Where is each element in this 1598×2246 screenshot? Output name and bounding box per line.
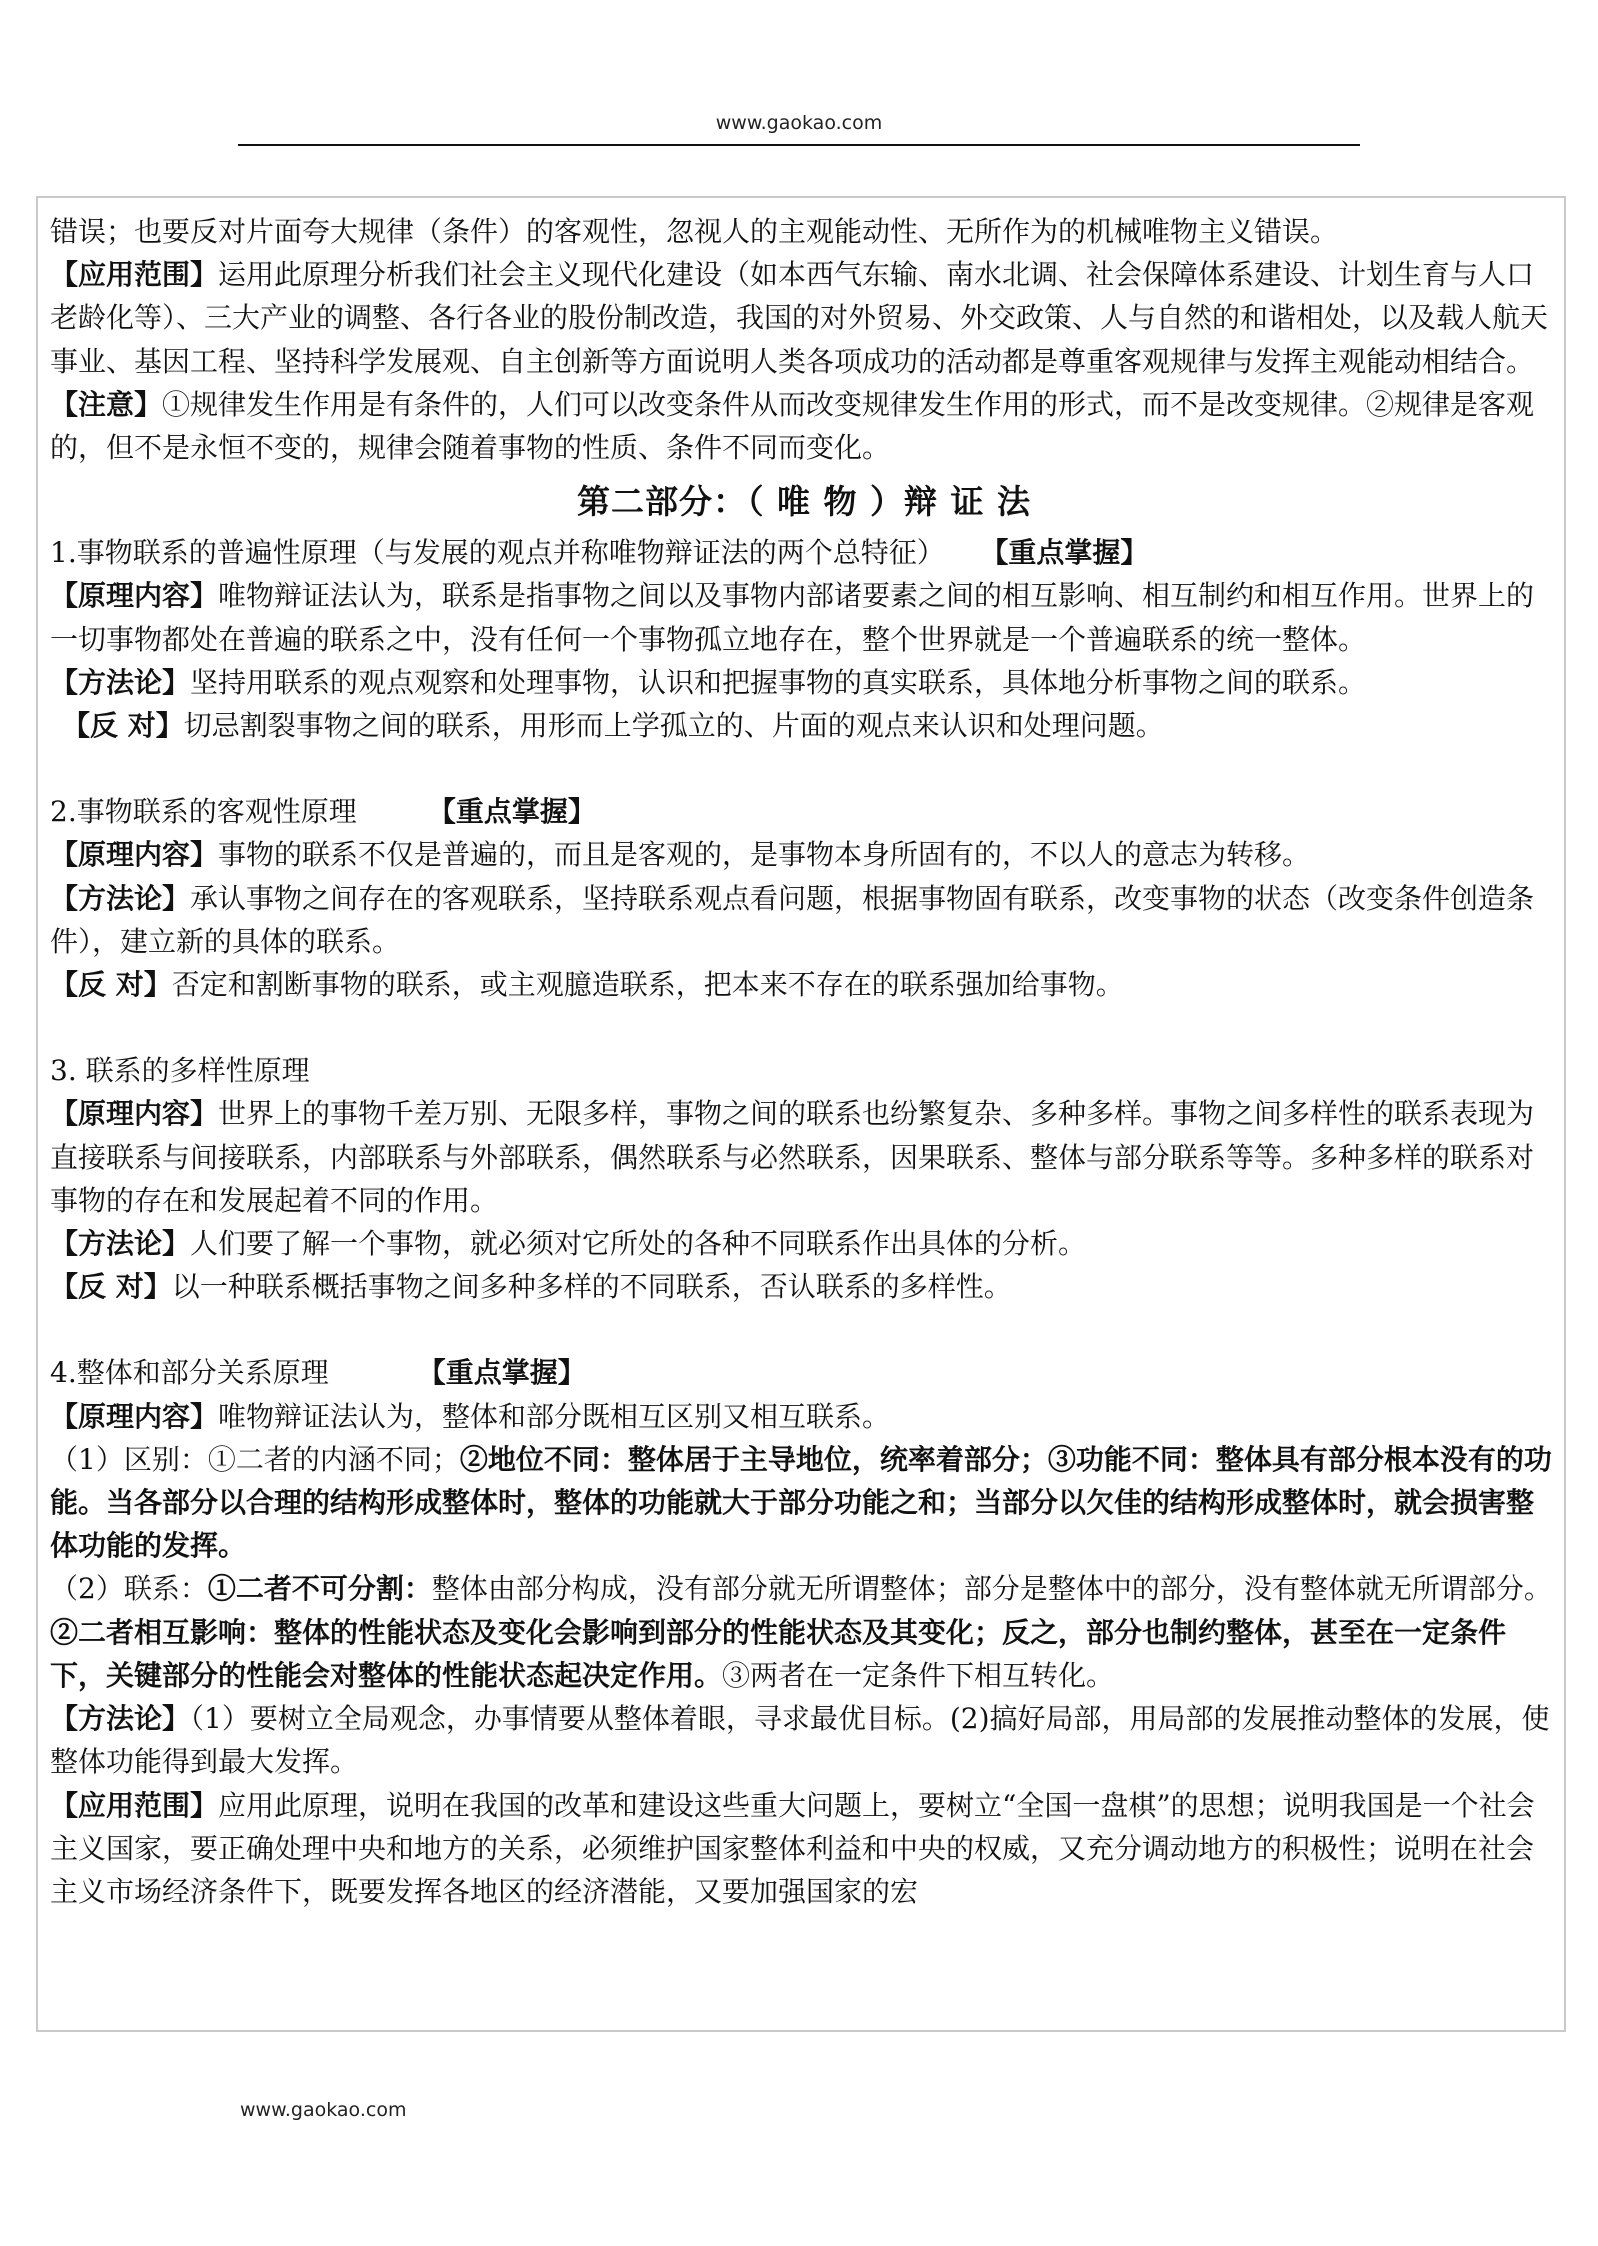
note-text: ①规律发生作用是有条件的，人们可以改变条件从而改变规律发生作用的形式，而不是改变规律。②规律是客观的，但不是永恒不变的，规律会随着事物的性质、条件不同而变化。 xyxy=(50,387,1535,465)
s4-connection xyxy=(50,1567,1558,1697)
principle-label: 【原理内容】 xyxy=(50,579,219,613)
method-label: 【方法论】 xyxy=(50,1227,191,1261)
connection-transform: ③两者在一定条件下相互转化。 xyxy=(722,1658,1115,1692)
footer-url: www.gaokao.com xyxy=(240,2099,407,2121)
method-label: 【方法论】 xyxy=(50,665,191,699)
s1-oppose xyxy=(50,704,1558,747)
apply-text: 应用此原理，说明在我国的改革和建设这些重大问题上，要树立“全国一盘棋”的思想；说明我国是一个社会主义国家，要正确处理中央和地方的关系，必须维护国家整体利益和中央的权威，又充分调动地方的积极性；说明在社会主义市场经济条件下，既要发挥各地区的经济潜能，又要加强国家的宏 xyxy=(50,1788,1535,1908)
spacer xyxy=(50,1308,1558,1351)
apply-label: 【应用范围】 xyxy=(50,1788,219,1822)
s2-oppose xyxy=(50,963,1558,1006)
principle-text: 事物的联系不仅是普遍的，而且是客观的，是事物本身所固有的，不以人的意志为转移。 xyxy=(218,838,1311,872)
oppose-text: 切忌割裂事物之间的联系，用形而上学孤立的、片面的观点来认识和处理问题。 xyxy=(183,709,1164,743)
s2-method xyxy=(50,877,1558,963)
s4-method xyxy=(50,1697,1558,1783)
method-text: （1）要树立全局观念，办事情要从整体着眼，寻求最优目标。(2)搞好局部，用局部的发展推动整体的发展，使整体功能得到最大发挥。 xyxy=(50,1702,1550,1779)
intro-apply-paragraph xyxy=(50,253,1558,383)
s1-heading-text: 1.事物联系的普遍性原理（与发展的观点并称唯物辩证法的两个总特征） xyxy=(50,536,945,570)
s1-principle xyxy=(50,574,1558,660)
oppose-label: 【反 对】 xyxy=(62,709,184,743)
principle-text: 唯物辩证法认为，整体和部分既相互区别又相互联系。 xyxy=(218,1399,891,1433)
principle-text: 唯物辩证法认为，联系是指事物之间以及事物内部诸要素之间的相互影响、相互制约和相互作用。世界上的一切事物都处在普遍的联系之中，没有任何一个事物孤立地存在，整个世界就是一个普遍联系的统一整体。 xyxy=(50,579,1535,656)
connection-lead: （2）联系： xyxy=(50,1572,208,1606)
oppose-text: 以一种联系概括事物之间多种多样的不同联系，否认联系的多样性。 xyxy=(171,1270,1012,1304)
spacer xyxy=(50,747,1558,790)
apply-label: 【应用范围】 xyxy=(50,258,219,292)
principle-label: 【原理内容】 xyxy=(50,838,219,872)
s2-principle xyxy=(50,833,1558,876)
s4-heading-text: 4.整体和部分关系原理 xyxy=(50,1356,329,1390)
s2-key-badge: 【重点掌握】 xyxy=(427,795,596,829)
oppose-text: 否定和割断事物的联系，或主观臆造联系，把本来不存在的联系强加给事物。 xyxy=(171,968,1124,1002)
difference-lead: （1）区别：①二者的内涵不同； xyxy=(50,1442,460,1476)
intro-paragraph xyxy=(50,210,1558,253)
s1-method xyxy=(50,661,1558,704)
intro-line: 错误；也要反对片面夸大规律（条件）的客观性，忽视人的主观能动性、无所作为的机械唯物主义错误。 xyxy=(50,215,1339,248)
s2-heading xyxy=(50,790,1558,833)
connection-influence: ②二者相互影响：整体的性能状态及变化会影响到部分的性能状态及其变化；反之，部分也制约整体，甚至在一定条件下，关键部分的性能会对整体的性能状态起决定作用。 xyxy=(50,1615,1507,1692)
intro-note-paragraph xyxy=(50,383,1558,469)
s1-heading xyxy=(50,531,1558,574)
s3-heading xyxy=(50,1049,1558,1092)
oppose-label: 【反 对】 xyxy=(50,968,172,1002)
s3-heading-text: 3. 联系的多样性原理 xyxy=(50,1054,310,1088)
connection-text: 整体由部分构成，没有部分就无所谓整体；部分是整体中的部分，没有整体就无所谓部分。 xyxy=(431,1572,1552,1606)
section-title: 第二部分：（ 唯 物 ）辩 证 法 xyxy=(577,482,1031,522)
method-text: 坚持用联系的观点观察和处理事物，认识和把握事物的真实联系，具体地分析事物之间的联系。 xyxy=(190,665,1367,699)
method-label: 【方法论】 xyxy=(50,1702,191,1736)
page-content xyxy=(50,210,1558,1913)
method-text: 人们要了解一个事物，就必须对它所处的各种不同联系作出具体的分析。 xyxy=(190,1227,1087,1261)
s3-principle xyxy=(50,1092,1558,1222)
s4-principle xyxy=(50,1395,1558,1438)
s3-method xyxy=(50,1222,1558,1265)
spacer xyxy=(50,1006,1558,1049)
note-label: 【注意】 xyxy=(50,387,163,421)
header-url: www.gaokao.com xyxy=(715,112,883,134)
s1-key-badge: 【重点掌握】 xyxy=(980,536,1149,570)
s4-heading xyxy=(50,1351,1558,1394)
s4-apply xyxy=(50,1784,1558,1914)
method-label: 【方法论】 xyxy=(50,881,191,915)
header-rule xyxy=(238,144,1360,146)
s2-heading-text: 2.事物联系的客观性原理 xyxy=(50,795,357,829)
apply-text: 运用此原理分析我们社会主义现代化建设（如本西气东输、南水北调、社会保障体系建设、计划生育与人口老龄化等）、三大产业的调整、各行各业的股份制改造，我国的对外贸易、外交政策、人与自然的和谐相处，以及载人航天事业、基因工程、坚持科学发展观、自主创新等方面说明人类各项成功的活动都是尊重客观规律与发挥主观能动相结合。 xyxy=(50,258,1549,378)
difference-bold: ②地位不同：整体居于主导地位，统率着部分；③功能不同：整体具有部分根本没有的功能。当各部分以合理的结构形成整体时，整体的功能就大于部分功能之和；当部分以欠佳的结构形成整体时，就会损害整体功能的发挥。 xyxy=(50,1442,1552,1563)
principle-text: 世界上的事物千差万别、无限多样，事物之间的联系也纷繁复杂、多种多样。事物之间多样性的联系表现为直接联系与间接联系，内部联系与外部联系，偶然联系与必然联系，因果联系、整体与部分联系等等。多种多样的联系对事物的存在和发展起着不同的作用。 xyxy=(50,1097,1535,1217)
oppose-label: 【反 对】 xyxy=(50,1270,172,1304)
principle-label: 【原理内容】 xyxy=(50,1399,219,1433)
s3-oppose xyxy=(50,1265,1558,1308)
method-text: 承认事物之间存在的客观联系，坚持联系观点看问题，根据事物固有联系，改变事物的状态（改变条件创造条件），建立新的具体的联系。 xyxy=(50,881,1535,958)
connection-inseparable: ①二者不可分割： xyxy=(207,1572,432,1606)
s4-difference xyxy=(50,1438,1558,1568)
principle-label: 【原理内容】 xyxy=(50,1097,219,1131)
s4-key-badge: 【重点掌握】 xyxy=(417,1356,586,1390)
